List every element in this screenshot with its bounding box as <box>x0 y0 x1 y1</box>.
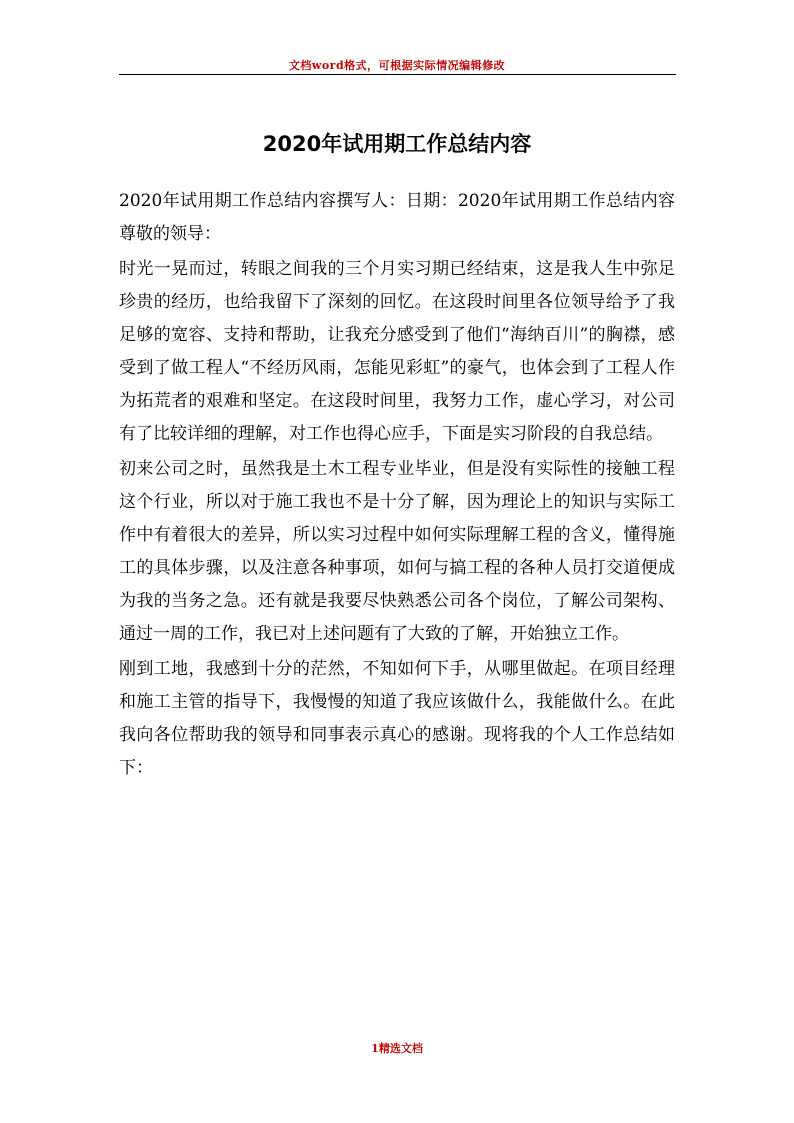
paragraph-reflection: 时光一晃而过，转眼之间我的三个月实习期已经结束，这是我人生中弥足珍贵的经历，也给我留下了深刻的回忆。在这段时间里各位领导给予了我足够的宽容、支持和帮助，让我充分感受到了他们“海纳百川”的胸襟，感受到了做工程人“不经历风雨，怎能见彩虹”的豪气，也体会到了工程人作为拓荒者的艰难和坚定。在这段时间里，我努力工作，虚心学习，对公司有了比较详细的理解，对工作也得心应手，下面是实习阶段的自我总结。 <box>119 259 675 444</box>
header-note: 文档word格式，可根据实际情况编辑修改 <box>288 59 506 72</box>
document-body <box>119 185 675 787</box>
paragraph-intro: 2020年试用期工作总结内容撰写人：日期：2020年试用期工作总结内容尊敬的领导： <box>119 191 675 244</box>
paragraph-site-start: 刚到工地，我感到十分的茫然，不知如何下手，从哪里做起。在项目经理和施工主管的指导下，我慢慢的知道了我应该做什么，我能做什么。在此我向各位帮助我的领导和同事表示真心的感谢。现将我的个人工作总结如下： <box>119 659 675 778</box>
document-title: 2020年试用期工作总结内容 <box>262 132 532 156</box>
paragraph-onboarding: 初来公司之时，虽然我是土木工程专业毕业，但是没有实际性的接触工程这个行业，所以对于施工我也不是十分了解，因为理论上的知识与实际工作中有着很大的差异，所以实习过程中如何实际理解工程的含义，懂得施工的具体步骤，以及注意各种事项，如何与搞工程的各种人员打交道便成为我的当务之急。还有就是我要尽快熟悉公司各个岗位，了解公司架构、通过一周的工作，我已对上述问题有了大致的了解，开始独立工作。 <box>119 459 675 644</box>
footer-page-note: 1精选文档 <box>371 1042 423 1055</box>
header-divider <box>119 74 676 75</box>
